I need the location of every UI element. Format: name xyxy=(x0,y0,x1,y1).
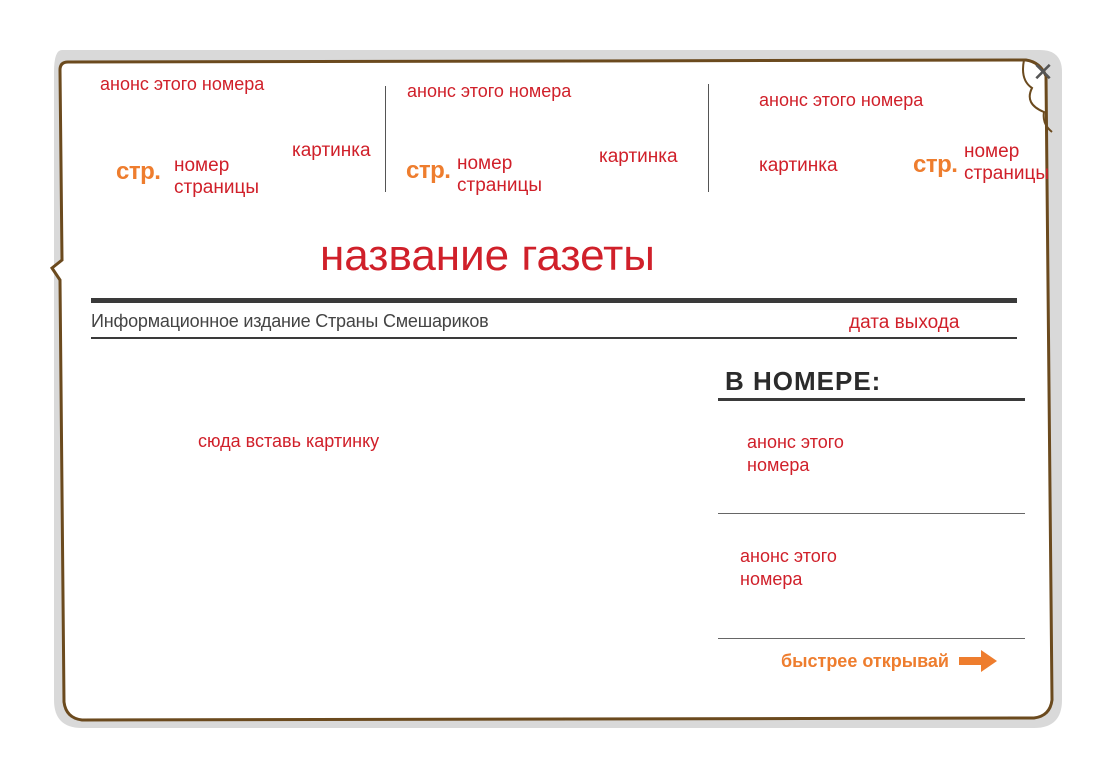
close-button[interactable] xyxy=(1029,58,1057,86)
subtitle-rule xyxy=(91,337,1017,339)
next-button[interactable] xyxy=(781,648,997,674)
header-divider xyxy=(385,86,386,192)
page-number-3: номер страницы xyxy=(964,141,1049,184)
header-announce-1[interactable]: анонс этого номера xyxy=(100,74,265,94)
in-issue-item-2[interactable]: анонс этого номера xyxy=(740,546,837,589)
in-issue-divider xyxy=(718,638,1025,639)
in-issue-divider xyxy=(718,513,1025,514)
newspaper-subtitle: Информационное издание Страны Смешариков xyxy=(91,311,489,331)
arrow-right-icon xyxy=(959,650,997,672)
header-picture-3: картинка xyxy=(759,155,838,176)
header-announce-3[interactable]: анонс этого номера xyxy=(759,90,924,110)
page-prefix-1: стр. xyxy=(116,158,161,185)
title-rule xyxy=(91,298,1017,303)
issue-date[interactable]: дата выхода xyxy=(849,312,960,333)
newspaper-title[interactable]: название газеты xyxy=(320,231,655,280)
header-divider xyxy=(708,84,709,192)
header-announce-2[interactable]: анонс этого номера xyxy=(407,81,572,101)
next-button-label: быстрее открывай xyxy=(781,650,949,671)
close-icon: ✕ xyxy=(1032,57,1054,87)
in-issue-rule xyxy=(718,398,1025,401)
header-picture-2: картинка xyxy=(599,146,678,167)
page-number-2: номер страницы xyxy=(457,153,542,196)
main-picture-area[interactable] xyxy=(86,345,700,681)
header-picture-1: картинка xyxy=(292,140,371,161)
page-number-1: номер страницы xyxy=(174,155,259,198)
in-issue-item-1[interactable]: анонс этого номера xyxy=(747,432,844,475)
main-picture-placeholder: сюда вставь картинку xyxy=(198,431,380,451)
in-issue-heading: В НОМЕРЕ: xyxy=(725,366,882,396)
page-prefix-3: стр. xyxy=(913,151,958,178)
page-prefix-2: стр. xyxy=(406,157,451,184)
